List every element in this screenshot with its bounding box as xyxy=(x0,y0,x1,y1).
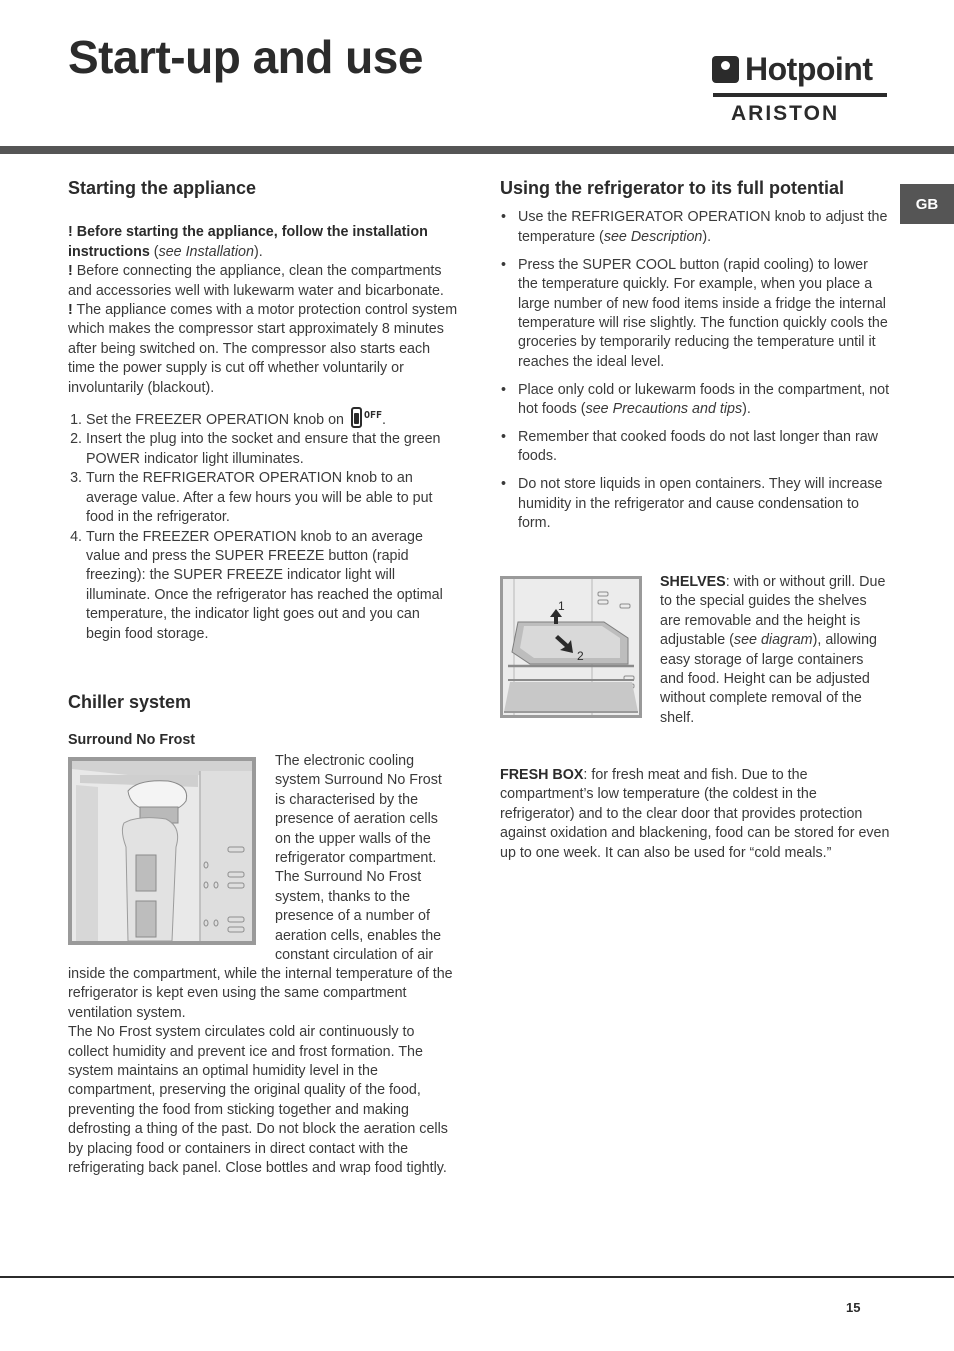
fridge-heading: Using the refrigerator to its full potential xyxy=(500,178,845,198)
no-frost-line-8: system, thanks to the xyxy=(275,888,411,905)
page-title: Start-up and use xyxy=(68,31,423,83)
shelf-step-1-label: 1 xyxy=(558,599,565,613)
no-frost-line-9: presence of a number of xyxy=(275,908,430,925)
step-1: 1. Set the FREEZER OPERATION knob on $^{OFF}$. xyxy=(86,406,458,430)
logo-divider xyxy=(713,93,887,97)
shelf-step-2-label: 2 xyxy=(577,649,584,663)
language-tab: GB xyxy=(900,184,954,224)
starting-steps xyxy=(68,406,458,644)
step-3: 3. Turn the REFRIGERATOR OPERATION knob to an average value. After a few hours you will be able to put food in the refrigerator. xyxy=(86,469,458,527)
starting-note-2: ! Before connecting the appliance, clean the compartments and accessories well with lukewarm water and bicarbonate. xyxy=(68,263,444,299)
surround-no-frost-illustration xyxy=(68,757,256,945)
step-4: 4. Turn the FREEZER OPERATION knob to an average value and press the SUPER FREEZE button (rapid freezing): the SUPER FREEZE indicator light will illuminate. Once the refrigerator has reached the optimal temperature, the indicator light goes out and you can begin food storage. xyxy=(86,528,458,644)
shelves-description: SHELVES: with or without grill. Due to the special guides the shelves are removable and the height is adjustable (see diagram), allowing easy storage of large containers and food. Height can be adjusted without complete removal of the shelf. xyxy=(660,574,886,726)
freshbox-description: FRESH BOX: for fresh meat and fish. Due to the compartment’s low temperature (the coldest in the refrigerator) and to the clear door that provides protection against oxidation and blackening, food can be stored for even up to one week. It can also be used for “cold meals.” xyxy=(500,767,890,861)
fridge-tips-list xyxy=(500,208,890,533)
no-frost-line-10: aeration cells, enables the xyxy=(275,927,442,944)
fridge-tip-2: • Press the SUPER COOL button (rapid cooling) to lower the temperature quickly. For example, when you place a large number of new food items inside a fridge the internal temperature will rise slightly. The function quickly cools the groceries by temporarily reducing the temperature until it reaches the ideal level. xyxy=(518,256,890,372)
no-frost-intro xyxy=(275,752,465,965)
no-frost-line-1: The electronic cooling xyxy=(275,753,415,769)
fridge-tip-3: • Place only cold or lukewarm foods in the compartment, not hot foods (see Precautions and tips). xyxy=(518,381,890,420)
no-frost-line-2: system Surround No Frost xyxy=(275,772,442,789)
no-frost-line-3: is characterised by the xyxy=(275,791,419,808)
page-number: 15 xyxy=(846,1300,861,1315)
chiller-subheading: Surround No Frost xyxy=(68,732,196,749)
no-frost-body xyxy=(68,965,458,1178)
starting-heading: Starting the appliance xyxy=(68,178,257,198)
no-frost-line-6: refrigerator compartment. xyxy=(275,850,437,867)
step-2: 2. Insert the plug into the socket and ensure that the green POWER indicator light illuminates. xyxy=(86,430,458,469)
no-frost-line-4: presence of aeration cells xyxy=(275,811,438,828)
chiller-heading: Chiller system xyxy=(68,692,192,712)
starting-section xyxy=(68,179,458,644)
no-frost-para-2: The No Frost system circulates cold air continuously to collect humidity and prevent ice and frost formation. The system maintains an optimal humidity level in the compartment, preserving the original quality of the food, preventing the food from sticking together and making defrosting a thing of the past. Do not block the aeration cells by placing food or containers in direct contact with the refrigerating back panel. Close bottles and wrap food tightly. xyxy=(68,1024,448,1177)
no-frost-line-5: on the upper walls of the xyxy=(275,830,431,847)
freshbox-label: FRESH BOX xyxy=(500,767,584,783)
brand-name-top: Hotpoint xyxy=(745,50,873,87)
fridge-tip-4: • Remember that cooked foods do not last longer than raw foods. xyxy=(518,428,890,467)
hotpoint-logo-icon xyxy=(712,56,739,83)
brand-logo xyxy=(712,52,888,126)
header-divider-bar xyxy=(0,146,954,154)
shelves-label: SHELVES xyxy=(660,574,726,590)
no-frost-para-1-rest: inside the compartment, while the internal temperature of the refrigerator is kept even using the same compartment ventilation system. xyxy=(68,966,453,1021)
fridge-section xyxy=(500,179,890,542)
no-frost-line-7: The Surround No Frost xyxy=(275,869,422,886)
fridge-tip-5: • Do not store liquids in open containers. They will increase humidity in the refrigerator and cause condensation to form. xyxy=(518,475,890,533)
no-frost-line-11: constant circulation of air xyxy=(275,947,434,964)
starting-note-3: ! The appliance comes with a motor protection control system which makes the compressor start approximately 8 minutes after being switched on. The compressor also starts each time the power supply is cut off whether voluntarily or involuntarily (blackout). xyxy=(68,302,458,396)
footer-divider xyxy=(0,1276,954,1278)
chiller-section xyxy=(68,693,458,751)
knob-off-icon xyxy=(351,407,362,428)
shelves-diagram xyxy=(500,576,642,718)
fridge-tip-1: • Use the REFRIGERATOR OPERATION knob to adjust the temperature (see Description). xyxy=(518,208,890,247)
brand-name-bottom: ARISTON xyxy=(731,102,840,125)
starting-note-1: ! Before starting the appliance, follow the installation instructions (see Installation). xyxy=(68,224,428,260)
